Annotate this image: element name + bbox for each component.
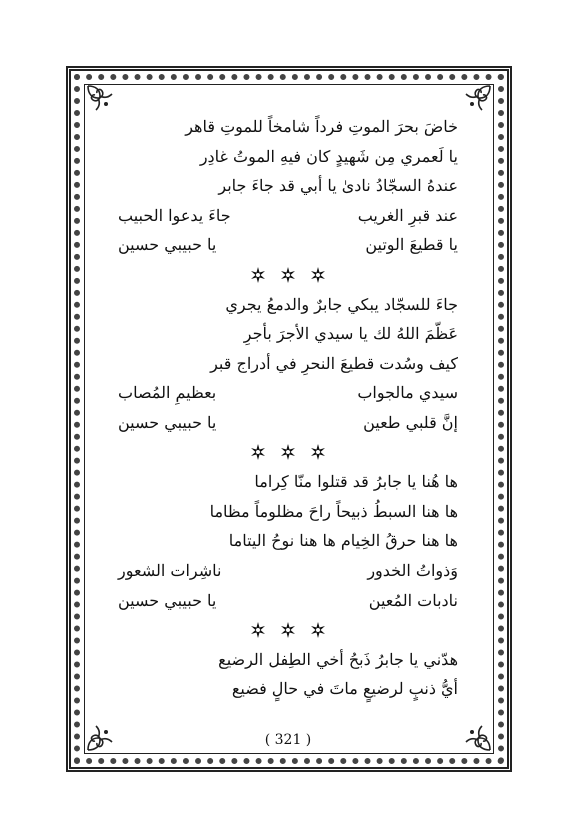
- refrain-hemistich: جاءَ يدعوا الحبيب: [118, 205, 231, 225]
- refrain-line: [118, 408, 458, 438]
- stanza-separator: [118, 615, 458, 645]
- verse-line: ها هنا السبطُ ذبيحاً راحَ مظلوماً مظاما: [209, 501, 458, 521]
- refrain-hemistich: يا حبيبي حسين: [118, 235, 217, 255]
- refrain-line: [118, 586, 458, 616]
- verse-line: عندهُ السجّادُ نادىٰ يا أبي قد جاءَ جابر: [218, 176, 458, 196]
- verse-line: يا لَعمري مِن شَهيدٍ كان فيهِ الموتُ غادِر: [199, 146, 458, 166]
- refrain-line: [118, 230, 458, 260]
- refrain-hemistich: عند قبرِ الغريب: [357, 205, 458, 225]
- star-ornament-icon: [310, 267, 326, 283]
- refrain-hemistich: يا حبيبي حسين: [118, 590, 217, 610]
- verse-line: ها هُنا يا جابرُ قد قتلوا منّا كِراما: [254, 472, 458, 492]
- star-ornament-icon: [250, 444, 266, 460]
- verse-line: جاءَ للسجّاد يبكي جابرٌ والدمعُ يجري: [225, 294, 458, 314]
- corner-ornament-icon: [462, 84, 492, 114]
- refrain-hemistich: وَذواتُ الخدور: [367, 560, 458, 580]
- refrain-line: [118, 378, 458, 408]
- star-ornament-icon: [280, 444, 296, 460]
- refrain-hemistich: بعظيمِ المُصاب: [118, 383, 217, 403]
- refrain-line: [118, 201, 458, 231]
- verse-line: أيُّ ذنبٍ لرضيعٍ ماتَ في حالٍ فضيع: [231, 679, 458, 699]
- refrain-hemistich: يا قطيعَ الوتين: [365, 235, 458, 255]
- stanza-separator: [118, 438, 458, 468]
- verse-line: ها هنا حرقُ الخِيام ها هنا نوحُ اليتاما: [228, 531, 458, 551]
- star-ornament-icon: [250, 622, 266, 638]
- corner-ornament-icon: [86, 84, 116, 114]
- poem-body: [118, 112, 458, 704]
- verse-line: خاضَ بحرَ الموتِ فرداً شامخاً للموتِ قاهر: [185, 117, 458, 136]
- refrain-hemistich: سيدي مالجواب: [357, 383, 458, 403]
- refrain-line: [118, 556, 458, 586]
- star-ornament-icon: [250, 267, 266, 283]
- star-ornament-icon: [310, 444, 326, 460]
- verse-line: كيف وسُدت قطيعَ النحرِ في أدراج قبر: [210, 353, 458, 373]
- refrain-hemistich: نادبات المُعين: [368, 590, 458, 610]
- star-ornament-icon: [310, 622, 326, 638]
- star-ornament-icon: [280, 267, 296, 283]
- page-number: ( 321 ): [264, 732, 312, 748]
- refrain-hemistich: إنَّ قلبي طعين: [363, 412, 458, 432]
- refrain-hemistich: يا حبيبي حسين: [118, 412, 217, 432]
- refrain-hemistich: ناشِرات الشعور: [118, 560, 222, 580]
- verse-line: هدّني يا جابرُ ذَبحُ أخي الطِفل الرضيع: [218, 649, 458, 669]
- star-ornament-icon: [280, 622, 296, 638]
- verse-line: عَظّمَ اللهُ لك يا سيدي الأجرَ بأجرِ: [243, 324, 458, 344]
- stanza-separator: [118, 260, 458, 290]
